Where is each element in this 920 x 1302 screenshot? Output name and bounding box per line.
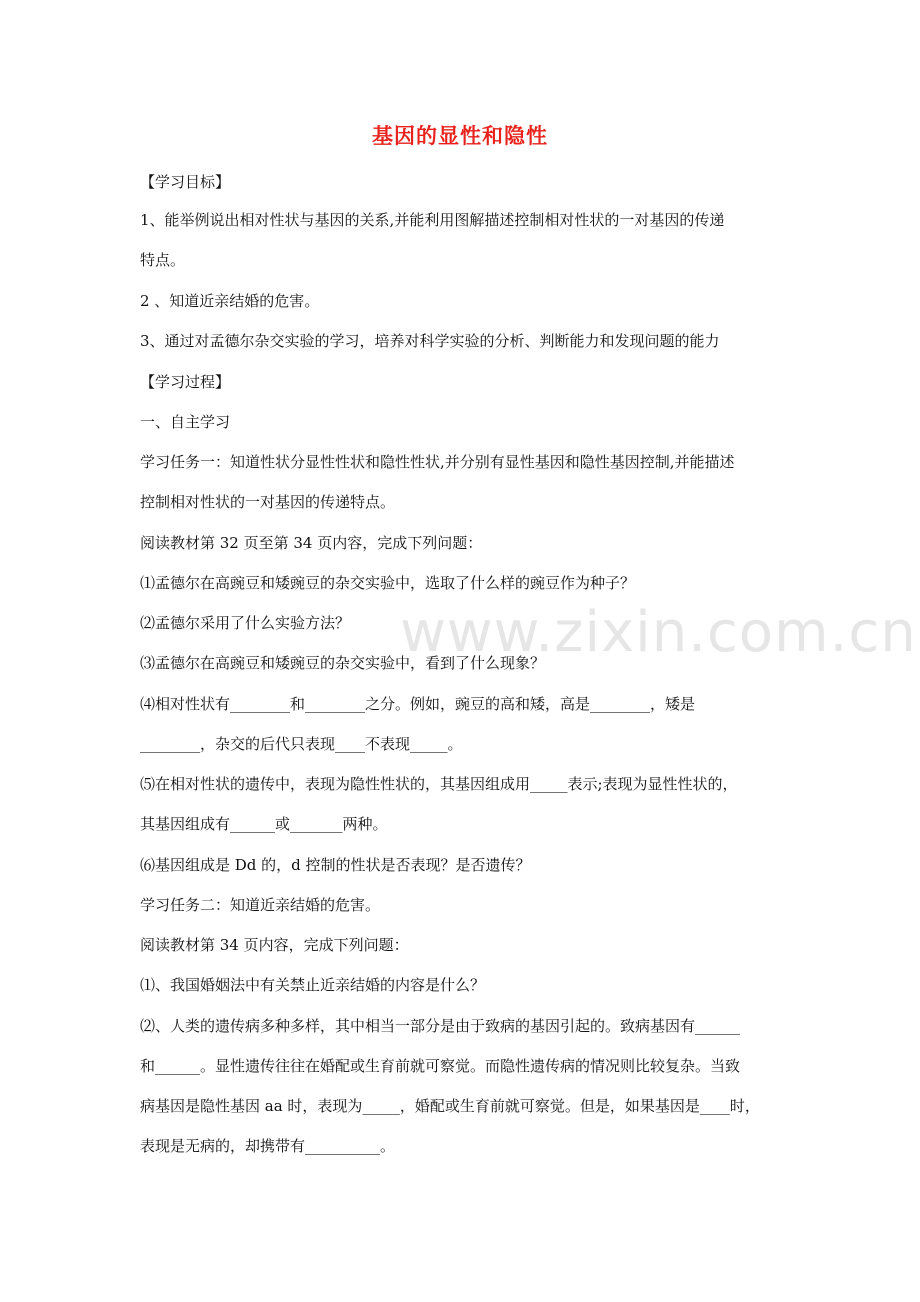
objective-1-cont: 特点。: [140, 251, 186, 269]
question-1: ⑴孟德尔在高豌豆和矮豌豆的杂交实验中，选取了什么样的豌豆作为种子？: [140, 574, 636, 592]
question-5: ⑸在相对性状的遗传中，表现为隐性性状的，其基因组成用_____表示;表现为显性性状的，: [140, 775, 738, 793]
reading-instruction-2: 阅读教材第 34 页内容，完成下列问题：: [140, 936, 409, 954]
task2-question-2-cont-1: 和______。显性遗传往往在婚配或生育前就可察觉。而隐性遗传病的情况则比较复杂。当致: [140, 1057, 741, 1075]
question-2: ⑵孟德尔采用了什么实验方法？: [140, 614, 351, 632]
watermark: www.zixin.com.cn: [400, 600, 917, 665]
self-study-heading: 一、自主学习: [140, 413, 231, 431]
task2-question-2-cont-2: 病基因是隐性基因 aa 时，表现为_____，婚配或生育前就可察觉。但是，如果基因是____时，: [140, 1097, 760, 1115]
task2-question-2: ⑵、人类的遗传病多种多样，其中相当一部分是由于致病的基因引起的。致病基因有______: [140, 1017, 741, 1035]
task-2: 学习任务二：知道近亲结婚的危害。: [140, 896, 381, 914]
objective-2: 2 、知道近亲结婚的危害。: [140, 292, 320, 310]
question-4: ⑷相对性状有________和________之分。例如，豌豆的高和矮，高是________，矮是: [140, 695, 696, 713]
task-1-cont: 控制相对性状的一对基因的传递特点。: [140, 493, 396, 511]
section-heading-objectives: 【学习目标】: [140, 173, 231, 191]
task2-question-1: ⑴、我国婚姻法中有关禁止近亲结婚的内容是什么？: [140, 976, 486, 994]
section-heading-process: 【学习过程】: [140, 373, 231, 391]
question-6: ⑹基因组成是 Dd 的，d 控制的性状是否表现？是否遗传？: [140, 856, 531, 874]
question-3: ⑶孟德尔在高豌豆和矮豌豆的杂交实验中，看到了什么现象？: [140, 654, 546, 672]
question-5-cont: 其基因组成有______或_______两种。: [140, 815, 388, 833]
task2-question-2-cont-3: 表现是无病的，却携带有__________。: [140, 1137, 396, 1155]
page-title: 基因的显性和隐性: [372, 124, 548, 148]
task-1: 学习任务一：知道性状分显性性状和隐性性状,并分别有显性基因和隐性基因控制,并能描述: [140, 453, 735, 471]
question-4-cont: ________，杂交的后代只表现____不表现_____。: [140, 735, 463, 753]
reading-instruction-1: 阅读教材第 32 页至第 34 页内容，完成下列问题：: [140, 534, 483, 552]
objective-3: 3、通过对孟德尔杂交实验的学习，培养对科学实验的分析、判断能力和发现问题的能力: [140, 332, 720, 350]
objective-1: 1、能举例说出相对性状与基因的关系,并能利用图解描述控制相对性状的一对基因的传递: [140, 211, 725, 229]
